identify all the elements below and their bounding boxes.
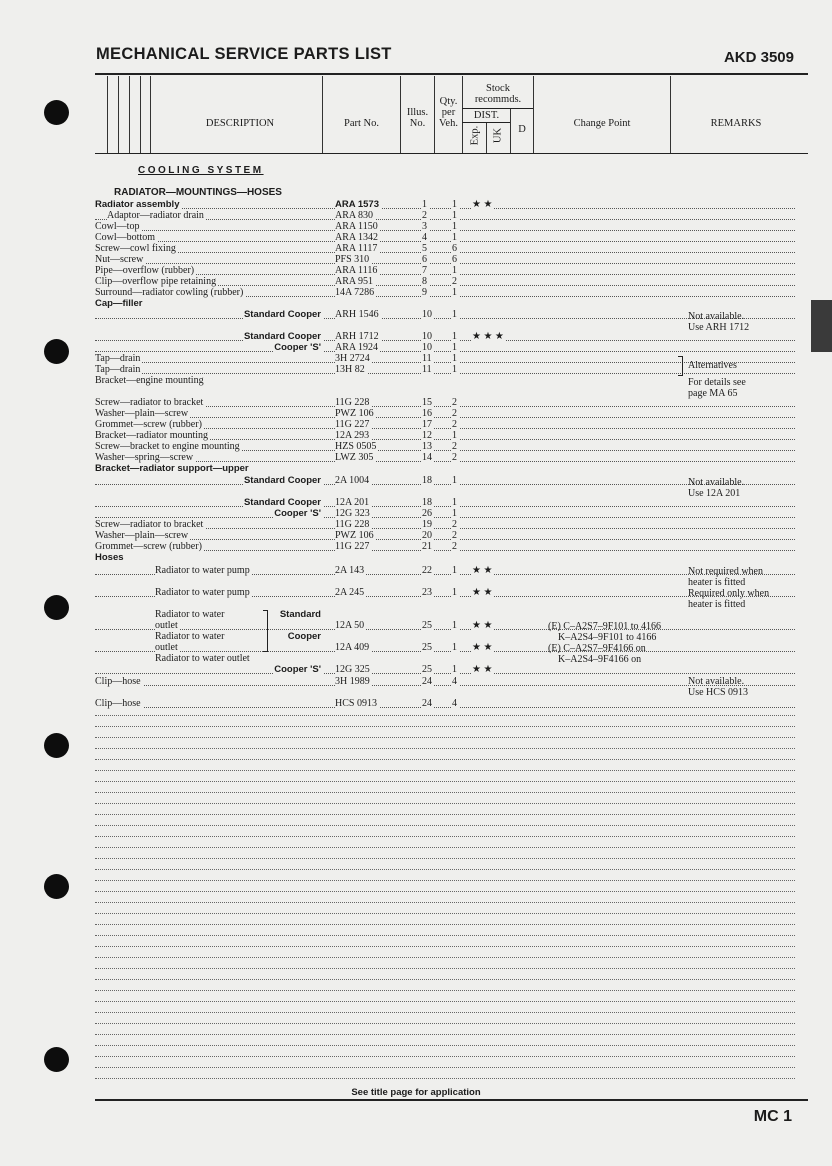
table-row xyxy=(95,620,795,631)
quantity: 6 xyxy=(452,243,457,254)
part-description: Screw—radiator to bracket xyxy=(95,397,204,408)
remark: Required only when xyxy=(688,588,770,599)
quantity: 1 xyxy=(452,221,457,232)
illustration-number: 5 xyxy=(422,243,427,254)
part-number: ARH 1712 xyxy=(335,331,379,342)
table-row xyxy=(95,642,795,653)
stock-stars: ★ ★ xyxy=(472,642,493,653)
table-row xyxy=(95,441,795,452)
table-row xyxy=(95,508,795,519)
quantity: 1 xyxy=(452,199,457,210)
table-row xyxy=(95,653,795,664)
remark: Alternatives xyxy=(688,360,737,371)
ruled-line xyxy=(95,1045,795,1046)
dist-divider xyxy=(462,122,510,123)
hose-description: Radiator to water xyxy=(155,609,225,620)
stock-divider xyxy=(462,108,533,109)
part-description: Cowl—top xyxy=(95,221,140,232)
part-number: ARA 1117 xyxy=(335,243,378,254)
header-top-rule xyxy=(95,73,808,75)
table-row xyxy=(95,698,795,709)
quantity: 2 xyxy=(452,441,457,452)
col-dist: DIST. xyxy=(473,110,500,121)
part-number: 2A 245 xyxy=(335,587,365,598)
illustration-number: 24 xyxy=(422,698,432,709)
illustration-number: 25 xyxy=(422,620,432,631)
ruled-line xyxy=(95,1056,795,1057)
stock-stars: ★ ★ ★ xyxy=(472,331,504,342)
part-number: HCS 0913 xyxy=(335,698,377,709)
table-row xyxy=(95,519,795,530)
illustration-number: 12 xyxy=(422,430,432,441)
ruled-line xyxy=(95,869,795,870)
illustration-number: 22 xyxy=(422,565,432,576)
illustration-number: 11 xyxy=(422,353,432,364)
alternatives-bracket xyxy=(678,356,683,376)
illustration-number: 7 xyxy=(422,265,427,276)
illustration-number: 17 xyxy=(422,419,432,430)
ruled-line xyxy=(95,825,795,826)
col-qty-per: per xyxy=(441,107,456,118)
footer-note: See title page for application xyxy=(351,1087,481,1098)
remark: For details see xyxy=(688,377,746,388)
col-qty: Qty. xyxy=(439,96,458,107)
part-description: Washer—plain—screw xyxy=(95,530,189,541)
table-row xyxy=(95,342,795,353)
ruled-line xyxy=(95,1012,795,1013)
part-number: ARA 830 xyxy=(335,210,374,221)
column-divider xyxy=(486,122,487,153)
section-title: COOLING SYSTEM xyxy=(138,165,264,176)
table-row xyxy=(95,552,795,563)
ruled-line xyxy=(95,737,795,738)
part-number: HZS 0505 xyxy=(335,441,377,452)
col-part-no: Part No. xyxy=(344,118,379,129)
illustration-number: 19 xyxy=(422,519,432,530)
illustration-number: 18 xyxy=(422,475,432,486)
col-remarks: REMARKS xyxy=(710,118,762,129)
part-number: 3H 1989 xyxy=(335,676,370,687)
illustration-number: 2 xyxy=(422,210,427,221)
ruled-line xyxy=(95,957,795,958)
ruled-line xyxy=(95,935,795,936)
binder-hole xyxy=(44,339,69,364)
stock-stars: ★ ★ xyxy=(472,620,493,631)
illustration-number: 16 xyxy=(422,408,432,419)
illustration-number: 14 xyxy=(422,452,432,463)
variant-label: Standard Cooper xyxy=(243,475,321,486)
ruled-line xyxy=(95,858,795,859)
change-point: K–A2S4–9F101 to 4166 xyxy=(558,632,657,643)
hose-description: Radiator to water pump xyxy=(155,565,250,576)
table-row xyxy=(95,631,795,642)
quantity: 2 xyxy=(452,397,457,408)
part-description: Surround—radiator cowling (rubber) xyxy=(95,287,244,298)
part-number: 13H 82 xyxy=(335,364,365,375)
stock-stars: ★ ★ xyxy=(472,664,493,675)
remark: heater is fitted xyxy=(688,577,746,588)
hose-description: outlet xyxy=(155,642,178,653)
quantity: 1 xyxy=(452,475,457,486)
hose-variant-bracket xyxy=(263,610,268,652)
stock-stars: ★ ★ xyxy=(472,587,493,598)
subsection-title: RADIATOR—MOUNTINGS—HOSES xyxy=(114,187,282,198)
col-stock-recommds: recommds. xyxy=(474,94,522,105)
quantity: 1 xyxy=(452,497,457,508)
part-number: ARA 951 xyxy=(335,276,374,287)
ruled-line xyxy=(95,880,795,881)
table-row xyxy=(95,287,795,298)
part-description: Clip—hose xyxy=(95,676,141,687)
ruled-line xyxy=(95,770,795,771)
quantity: 1 xyxy=(452,210,457,221)
part-description: Screw—radiator to bracket xyxy=(95,519,204,530)
col-change-point: Change Point xyxy=(573,118,631,129)
ruled-line xyxy=(95,1034,795,1035)
section-tab-marker xyxy=(811,300,832,352)
remark: Not available. xyxy=(688,311,745,322)
part-number: ARA 1573 xyxy=(335,199,380,210)
ruled-line xyxy=(95,759,795,760)
ruled-line xyxy=(95,814,795,815)
ruled-line xyxy=(95,891,795,892)
quantity: 1 xyxy=(452,309,457,320)
part-number: ARA 1342 xyxy=(335,232,379,243)
remark: page MA 65 xyxy=(688,388,738,399)
quantity: 1 xyxy=(452,642,457,653)
illustration-number: 1 xyxy=(422,199,427,210)
ruled-line xyxy=(95,902,795,903)
quantity: 1 xyxy=(452,331,457,342)
hose-description: Radiator to water pump xyxy=(155,587,250,598)
part-description: Washer—plain—screw xyxy=(95,408,189,419)
part-number: 2A 1004 xyxy=(335,475,370,486)
illustration-number: 6 xyxy=(422,254,427,265)
header-bottom-rule xyxy=(95,153,808,154)
part-number: PFS 310 xyxy=(335,254,370,265)
illustration-number: 4 xyxy=(422,232,427,243)
part-description: Washer—spring—screw xyxy=(95,452,194,463)
part-number: 12A 201 xyxy=(335,497,370,508)
column-divider xyxy=(670,76,671,153)
ruled-line xyxy=(95,847,795,848)
stock-stars: ★ ★ xyxy=(472,199,493,210)
illustration-number: 24 xyxy=(422,676,432,687)
part-number: ARA 1924 xyxy=(335,342,379,353)
quantity: 2 xyxy=(452,419,457,430)
table-row xyxy=(95,210,795,221)
column-divider xyxy=(118,76,119,153)
part-number: 12A 50 xyxy=(335,620,365,631)
ruled-line xyxy=(95,715,795,716)
column-divider xyxy=(129,76,130,153)
table-row xyxy=(95,609,795,620)
quantity: 1 xyxy=(452,430,457,441)
part-number: LWZ 305 xyxy=(335,452,374,463)
part-description: Bracket—engine mounting xyxy=(95,375,204,386)
part-description: Screw—bracket to engine mounting xyxy=(95,441,240,452)
page-number: MC 1 xyxy=(753,1108,792,1125)
table-row xyxy=(95,530,795,541)
part-description: Nut—screw xyxy=(95,254,144,265)
part-description: Grommet—screw (rubber) xyxy=(95,541,202,552)
illustration-number: 20 xyxy=(422,530,432,541)
quantity: 4 xyxy=(452,698,457,709)
table-row xyxy=(95,199,795,210)
ruled-line xyxy=(95,1023,795,1024)
remark: Not available. xyxy=(688,477,745,488)
ruled-line xyxy=(95,968,795,969)
quantity: 2 xyxy=(452,276,457,287)
hose-description: Radiator to water outlet xyxy=(155,653,250,664)
ruled-line xyxy=(95,1001,795,1002)
ruled-line xyxy=(95,748,795,749)
variant-label: Standard xyxy=(279,609,321,620)
binder-hole xyxy=(44,100,69,125)
variant-label: Standard Cooper xyxy=(243,309,321,320)
illustration-number: 25 xyxy=(422,664,432,675)
binder-hole xyxy=(44,733,69,758)
part-description: Cap—filler xyxy=(95,298,143,309)
part-number: PWZ 106 xyxy=(335,408,374,419)
illustration-number: 3 xyxy=(422,221,427,232)
table-row xyxy=(95,430,795,441)
ruled-line xyxy=(95,792,795,793)
variant-label: Cooper 'S' xyxy=(274,342,321,353)
quantity: 6 xyxy=(452,254,457,265)
table-row xyxy=(95,298,795,309)
table-row xyxy=(95,254,795,265)
part-description: Screw—cowl fixing xyxy=(95,243,176,254)
table-row xyxy=(95,232,795,243)
part-description: Radiator assembly xyxy=(95,199,180,210)
part-number: 11G 228 xyxy=(335,519,370,530)
illustration-number: 10 xyxy=(422,342,432,353)
binder-hole xyxy=(44,874,69,899)
col-qty-veh: Veh. xyxy=(439,118,458,129)
quantity: 2 xyxy=(452,530,457,541)
quantity: 2 xyxy=(452,452,457,463)
quantity: 1 xyxy=(452,353,457,364)
part-number: ARA 1150 xyxy=(335,221,378,232)
illustration-number: 13 xyxy=(422,441,432,452)
variant-label: Cooper 'S' xyxy=(274,664,321,675)
part-number: 11G 228 xyxy=(335,397,370,408)
quantity: 1 xyxy=(452,265,457,276)
table-row xyxy=(95,276,795,287)
table-row xyxy=(95,408,795,419)
part-description: Bracket—radiator mounting xyxy=(95,430,209,441)
change-point: K–A2S4–9F4166 on xyxy=(558,654,642,665)
table-row xyxy=(95,221,795,232)
col-stock: Stock xyxy=(486,83,510,94)
illustration-number: 10 xyxy=(422,331,432,342)
illustration-number: 21 xyxy=(422,541,432,552)
part-description: Bracket—radiator support—upper xyxy=(95,463,249,474)
part-description: Cowl—bottom xyxy=(95,232,156,243)
quantity: 1 xyxy=(452,287,457,298)
illustration-number: 18 xyxy=(422,497,432,508)
quantity: 1 xyxy=(452,587,457,598)
remark: Use ARH 1712 xyxy=(688,322,750,333)
table-row xyxy=(95,452,795,463)
column-divider xyxy=(140,76,141,153)
page-title: MECHANICAL SERVICE PARTS LIST xyxy=(96,45,392,63)
part-number: 12A 409 xyxy=(335,642,370,653)
hose-description: outlet xyxy=(155,620,178,631)
part-number: PWZ 106 xyxy=(335,530,374,541)
part-number: 12A 293 xyxy=(335,430,370,441)
variant-label: Cooper 'S' xyxy=(274,508,321,519)
stock-stars: ★ ★ xyxy=(472,565,493,576)
quantity: 2 xyxy=(452,541,457,552)
col-illus-no: No. xyxy=(409,118,426,129)
quantity: 4 xyxy=(452,676,457,687)
hose-description: Radiator to water xyxy=(155,631,225,642)
ruled-line xyxy=(95,1067,795,1068)
part-number: 14A 7286 xyxy=(335,287,375,298)
change-point: (E) C–A2S7–9F101 to 4166 xyxy=(548,621,662,632)
part-description: Grommet—screw (rubber) xyxy=(95,419,202,430)
part-description: Hoses xyxy=(95,552,124,563)
illustration-number: 11 xyxy=(422,364,432,375)
ruled-line xyxy=(95,913,795,914)
part-description: Tap—drain xyxy=(95,364,141,375)
part-description: Tap—drain xyxy=(95,353,141,364)
illustration-number: 15 xyxy=(422,397,432,408)
table-row xyxy=(95,463,795,474)
ruled-line xyxy=(95,990,795,991)
variant-label: Standard Cooper xyxy=(243,331,321,342)
col-d: D xyxy=(518,124,526,135)
quantity: 1 xyxy=(452,342,457,353)
quantity: 2 xyxy=(452,408,457,419)
part-description: Clip—overflow pipe retaining xyxy=(95,276,217,287)
ruled-line xyxy=(95,979,795,980)
document-code: AKD 3509 xyxy=(723,49,794,66)
ruled-line xyxy=(95,1078,795,1079)
change-point: (E) C–A2S7–9F4166 on xyxy=(548,643,646,654)
remark: heater is fitted xyxy=(688,599,746,610)
part-number: 12G 325 xyxy=(335,664,370,675)
col-uk: UK xyxy=(492,127,504,144)
quantity: 1 xyxy=(452,664,457,675)
illustration-number: 10 xyxy=(422,309,432,320)
ruled-line xyxy=(95,726,795,727)
illustration-number: 9 xyxy=(422,287,427,298)
part-number: 2A 143 xyxy=(335,565,365,576)
quantity: 2 xyxy=(452,519,457,530)
footer-rule xyxy=(95,1099,808,1101)
part-description: Clip—hose xyxy=(95,698,141,709)
table-row xyxy=(95,265,795,276)
quantity: 1 xyxy=(452,620,457,631)
binder-hole xyxy=(44,1047,69,1072)
part-number: ARA 1116 xyxy=(335,265,378,276)
remark: Use 12A 201 xyxy=(688,488,741,499)
part-number: 11G 227 xyxy=(335,419,370,430)
col-description: DESCRIPTION xyxy=(205,118,275,129)
ruled-line xyxy=(95,946,795,947)
variant-label: Cooper xyxy=(287,631,321,642)
column-divider xyxy=(322,76,323,153)
illustration-number: 8 xyxy=(422,276,427,287)
ruled-line xyxy=(95,803,795,804)
part-number: 12G 323 xyxy=(335,508,370,519)
part-description: Adaptor—radiator drain xyxy=(107,210,204,221)
column-divider xyxy=(533,76,534,153)
quantity: 1 xyxy=(452,508,457,519)
binder-hole xyxy=(44,595,69,620)
quantity: 1 xyxy=(452,232,457,243)
quantity: 1 xyxy=(452,364,457,375)
illustration-number: 25 xyxy=(422,642,432,653)
ruled-line xyxy=(95,924,795,925)
remark: Not available. xyxy=(688,676,745,687)
table-row xyxy=(95,664,795,675)
col-illus: Illus. xyxy=(406,107,429,118)
illustration-number: 23 xyxy=(422,587,432,598)
part-description: Pipe—overflow (rubber) xyxy=(95,265,195,276)
col-exp: Exp. xyxy=(469,125,481,146)
quantity: 1 xyxy=(452,565,457,576)
part-number: ARH 1546 xyxy=(335,309,379,320)
table-row xyxy=(95,243,795,254)
table-row xyxy=(95,419,795,430)
part-number: 3H 2724 xyxy=(335,353,370,364)
variant-label: Standard Cooper xyxy=(243,497,321,508)
column-divider xyxy=(150,76,151,153)
illustration-number: 26 xyxy=(422,508,432,519)
remark: Not required when xyxy=(688,566,763,577)
column-divider xyxy=(107,76,108,153)
table-row xyxy=(95,541,795,552)
remark: Use HCS 0913 xyxy=(688,687,749,698)
part-number: 11G 227 xyxy=(335,541,370,552)
ruled-line xyxy=(95,781,795,782)
ruled-line xyxy=(95,836,795,837)
